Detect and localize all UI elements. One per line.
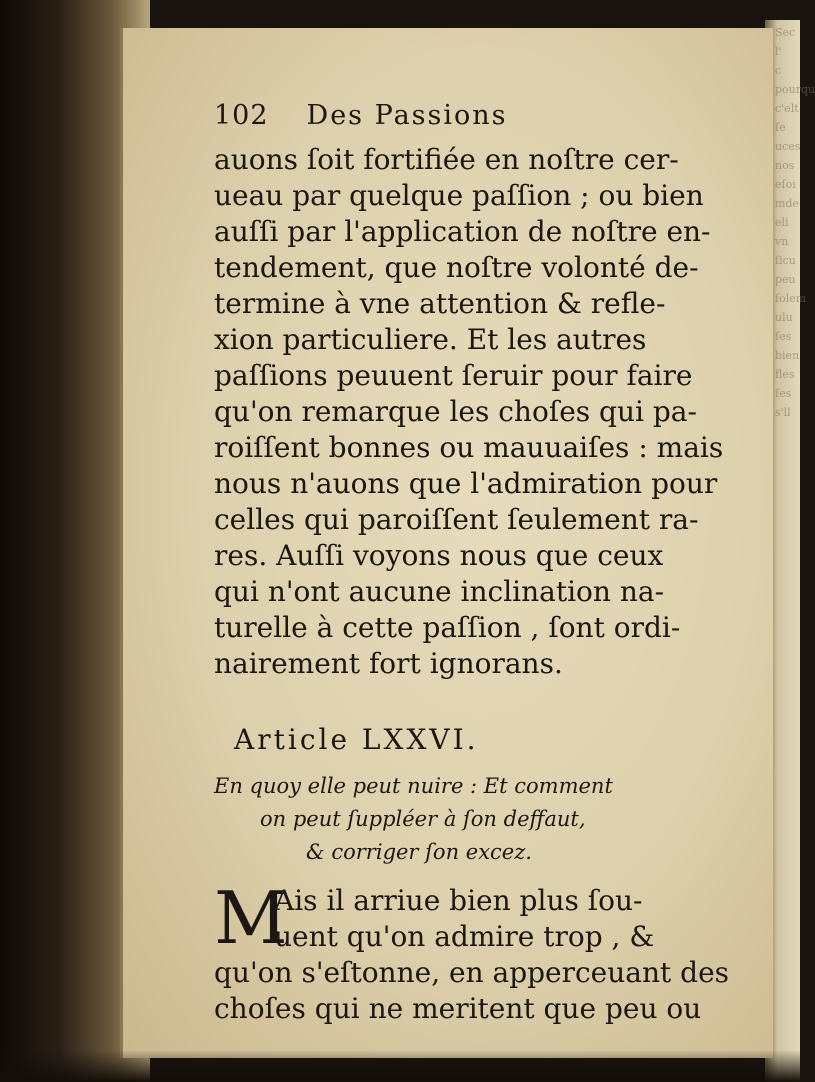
- facing-page-text: eli: [775, 216, 789, 229]
- facing-page-text: bien: [775, 349, 800, 362]
- body-paragraph: [214, 142, 744, 682]
- facing-page-text: pourqu: [775, 83, 815, 96]
- subtitle-line: En quoy elle peut nuire : Et comment: [214, 774, 613, 798]
- text-line: ueau par quelque paſſion ; ou bien: [214, 179, 704, 212]
- facing-page-text: ſolem: [775, 292, 807, 305]
- text-line: celles qui paroiſſent ſeulement ra-: [214, 503, 699, 536]
- facing-page-text: ſes: [775, 330, 792, 343]
- text-line: roiſſent bonnes ou mauuaiſes : mais: [214, 431, 724, 464]
- facing-page-text: Sec: [775, 26, 796, 39]
- text-line: paſſions peuuent ſeruir pour faire: [214, 359, 693, 392]
- text-line: tendement, que noſtre volonté de-: [214, 251, 699, 284]
- opening-paragraph: [214, 876, 744, 1027]
- text-line: auſſi par l'application de noſtre en-: [214, 215, 711, 248]
- drop-cap: M: [214, 876, 288, 960]
- bottom-shadow: [0, 1050, 800, 1082]
- facing-page-text: c: [775, 64, 782, 77]
- facing-page-text: nos: [775, 159, 795, 172]
- text-line: Ais il arriue bien plus ſou-: [274, 884, 643, 917]
- text-line: res. Auſſi voyons nous que ceux: [214, 539, 664, 572]
- text-line: nairement fort ignorans.: [214, 647, 563, 680]
- running-header: [214, 100, 744, 142]
- article-heading: Article LXXVI.: [234, 723, 479, 756]
- article-subtitle: [214, 770, 744, 869]
- text-line: termine à vne attention & refle-: [214, 287, 666, 320]
- page-number: 102: [214, 100, 269, 131]
- facing-page-text: uces: [775, 140, 801, 153]
- subtitle-line: on peut ſuppléer à ſon deffaut,: [260, 807, 586, 831]
- facing-page-text: ſicu: [775, 254, 796, 267]
- text-line: choſes qui ne meritent que peu ou: [214, 992, 702, 1025]
- text-line: qui n'ont aucune inclination na-: [214, 575, 665, 608]
- facing-page-text: eſoi: [775, 178, 796, 191]
- text-line: qu'on remarque les choſes qui pa-: [214, 395, 697, 428]
- facing-page-text: vn: [775, 235, 789, 248]
- facing-page-text: ſes: [775, 387, 792, 400]
- text-line: auons ſoit fortifiée en noſtre cer-: [214, 143, 679, 176]
- facing-page-text: peu: [775, 273, 796, 286]
- facing-page-text: l': [775, 45, 782, 58]
- facing-page-text: ſe: [775, 121, 786, 134]
- text-line: qu'on s'eſtonne, en apperceuant des: [214, 956, 730, 989]
- page-text: [214, 100, 744, 1027]
- text-line: uent qu'on admire trop , &: [274, 920, 655, 953]
- text-line: turelle à cette paſſion , ſont ordi-: [214, 611, 681, 644]
- text-line: xion particuliere. Et les autres: [214, 323, 647, 356]
- facing-page-text: c'elt: [775, 102, 799, 115]
- facing-page-text: fles: [775, 368, 795, 381]
- text-line: nous n'auons que l'admiration pour: [214, 467, 718, 500]
- running-title: Des Passions: [306, 100, 508, 131]
- facing-page-text: ulu: [775, 311, 793, 324]
- facing-page-text: s'll: [775, 406, 791, 419]
- subtitle-line: & corriger ſon excez.: [306, 840, 532, 864]
- facing-page-text: mde: [775, 197, 799, 210]
